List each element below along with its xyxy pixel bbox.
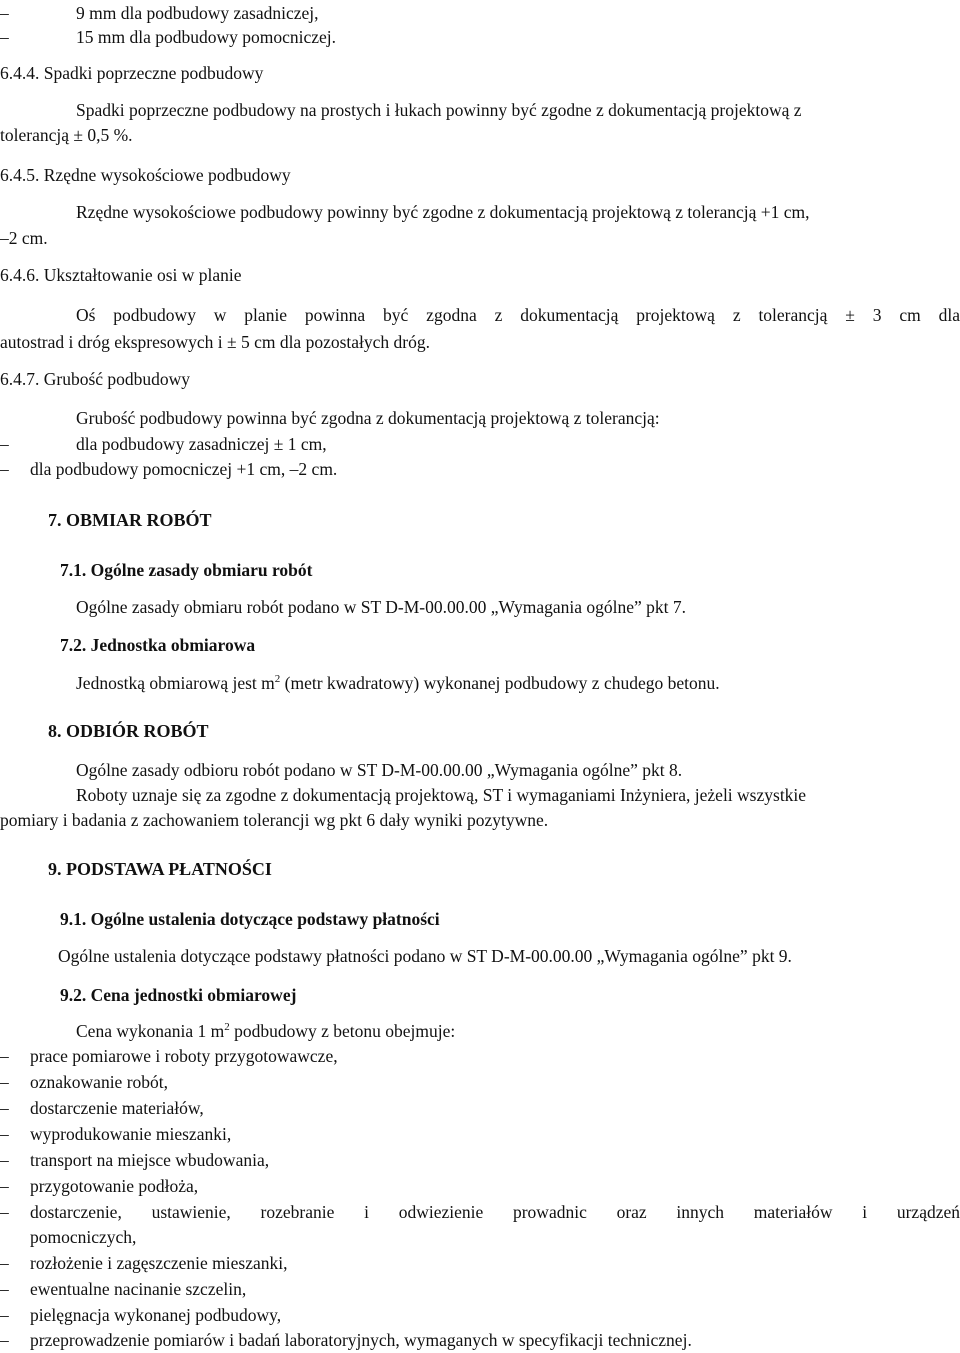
paragraph-line: Oś podbudowy w planie powinna być zgodna z dokumentacją projektową z tolerancją ± 3 cm dla <box>76 305 960 325</box>
list-item <box>0 1121 960 1147</box>
list-item <box>0 24 960 50</box>
section-heading-9-1: 9.1. Ogólne ustalenia dotyczące podstawy płatności <box>60 909 440 929</box>
dash-bullet <box>0 24 9 50</box>
chapter-heading-8: 8. ODBIÓR ROBÓT <box>48 721 209 741</box>
list-item-text: dla podbudowy pomocniczej +1 cm, –2 cm. <box>30 459 338 479</box>
paragraph-line: tolerancją ± 0,5 %. <box>0 125 133 145</box>
section-heading-6-4-5: 6.4.5. Rzędne wysokościowe podbudowy <box>0 165 291 185</box>
list-item-text: przeprowadzenie pomiarów i badań laboratoryjnych, wymaganych w specyfikacji technicznej. <box>30 1330 692 1350</box>
section-heading-7-1: 7.1. Ogólne zasady obmiaru robót <box>60 560 313 580</box>
section-heading-7-2: 7.2. Jednostka obmiarowa <box>60 635 256 655</box>
paragraph-line: Rzędne wysokościowe podbudowy powinny być zgodne z dokumentacją projektową z tolerancją +1 cm, <box>76 202 810 222</box>
list-item-text: rozłożenie i zagęszczenie mieszanki, <box>30 1253 288 1273</box>
list-item-text: dostarczenie materiałów, <box>30 1098 204 1118</box>
paragraph-line <box>0 670 960 696</box>
list-item <box>0 1173 960 1199</box>
dash-bullet <box>0 0 9 26</box>
section-heading-6-4-6: 6.4.6. Ukształtowanie osi w planie <box>0 265 242 285</box>
list-item <box>0 1095 960 1121</box>
text-run: (metr kwadratowy) wykonanej podbudowy z chudego betonu. <box>280 673 720 693</box>
list-item-text: dla podbudowy zasadniczej ± 1 cm, <box>76 434 327 454</box>
list-item <box>0 1199 960 1225</box>
list-item-text: pielęgnacja wykonanej podbudowy, <box>30 1305 282 1325</box>
list-item-text: przygotowanie podłoża, <box>30 1176 199 1196</box>
list-item-text: oznakowanie robót, <box>30 1072 169 1092</box>
text-run: Jednostką obmiarową jest m <box>76 673 275 693</box>
list-item-text: ewentualne nacinanie szczelin, <box>30 1279 247 1299</box>
list-item <box>0 1250 960 1276</box>
dash-bullet <box>0 1095 9 1121</box>
list-item <box>0 456 960 482</box>
list-item-text: prace pomiarowe i roboty przygotowawcze, <box>30 1046 338 1066</box>
dash-bullet <box>0 1302 9 1328</box>
dash-bullet <box>0 1121 9 1147</box>
dash-bullet <box>0 1250 9 1276</box>
paragraph-line: autostrad i dróg ekspresowych i ± 5 cm dla pozostałych dróg. <box>0 332 430 352</box>
list-item-continuation <box>0 1224 960 1250</box>
paragraph-line <box>0 1018 960 1044</box>
list-item <box>0 1069 960 1095</box>
text-run: podbudowy z betonu obejmuje: <box>229 1021 456 1041</box>
section-heading-6-4-7: 6.4.7. Grubość podbudowy <box>0 369 191 389</box>
list-item <box>0 1147 960 1173</box>
paragraph-line: Roboty uznaje się za zgodne z dokumentacją projektową, ST i wymaganiami Inżyniera, jeżeli wszystkie <box>76 785 807 805</box>
chapter-heading-7: 7. OBMIAR ROBÓT <box>48 510 212 530</box>
paragraph-line: Ogólne ustalenia dotyczące podstawy płatności podano w ST D-M-00.00.00 „Wymagania ogólne” pkt 9. <box>58 946 792 966</box>
list-item <box>0 1302 960 1328</box>
paragraph-line: Ogólne zasady odbioru robót podano w ST D-M-00.00.00 „Wymagania ogólne” pkt 8. <box>76 760 683 780</box>
list-item <box>0 0 960 26</box>
dash-bullet <box>0 1173 9 1199</box>
list-item-text: 15 mm dla podbudowy pomocniczej. <box>76 27 337 47</box>
dash-bullet <box>0 1043 9 1069</box>
paragraph-line: Spadki poprzeczne podbudowy na prostych i łukach powinny być zgodne z dokumentacją projektową z <box>76 100 802 120</box>
dash-bullet <box>0 431 9 457</box>
text-run: Cena wykonania 1 m <box>76 1021 225 1041</box>
list-item <box>0 431 960 457</box>
dash-bullet <box>0 1276 9 1302</box>
paragraph-line: –2 cm. <box>0 228 48 248</box>
dash-bullet <box>0 1069 9 1095</box>
list-item-text: pomocniczych, <box>30 1227 137 1247</box>
paragraph-line: Ogólne zasady obmiaru robót podano w ST D-M-00.00.00 „Wymagania ogólne” pkt 7. <box>76 597 687 617</box>
superscript: 2 <box>224 1021 230 1033</box>
list-item-text: 9 mm dla podbudowy zasadniczej, <box>76 3 319 23</box>
dash-bullet <box>0 456 9 482</box>
list-item-text: wyprodukowanie mieszanki, <box>30 1124 232 1144</box>
paragraph-line: Grubość podbudowy powinna być zgodna z dokumentacją projektową z tolerancją: <box>76 408 660 428</box>
list-item <box>0 1276 960 1302</box>
list-item-text: transport na miejsce wbudowania, <box>30 1150 270 1170</box>
list-item <box>0 1327 960 1353</box>
chapter-heading-9: 9. PODSTAWA PŁATNOŚCI <box>48 859 272 879</box>
dash-bullet <box>0 1199 9 1225</box>
list-item-text: dostarczenie, ustawienie, rozebranie i odwiezienie prowadnic oraz innych materiałów i urządzeń <box>30 1202 960 1222</box>
superscript: 2 <box>274 673 281 685</box>
paragraph-line: pomiary i badania z zachowaniem tolerancji wg pkt 6 dały wyniki pozytywne. <box>0 810 549 830</box>
section-heading-9-2: 9.2. Cena jednostki obmiarowej <box>60 985 297 1005</box>
list-item <box>0 1043 960 1069</box>
section-heading-6-4-4: 6.4.4. Spadki poprzeczne podbudowy <box>0 63 264 83</box>
dash-bullet <box>0 1147 9 1173</box>
dash-bullet <box>0 1327 9 1353</box>
